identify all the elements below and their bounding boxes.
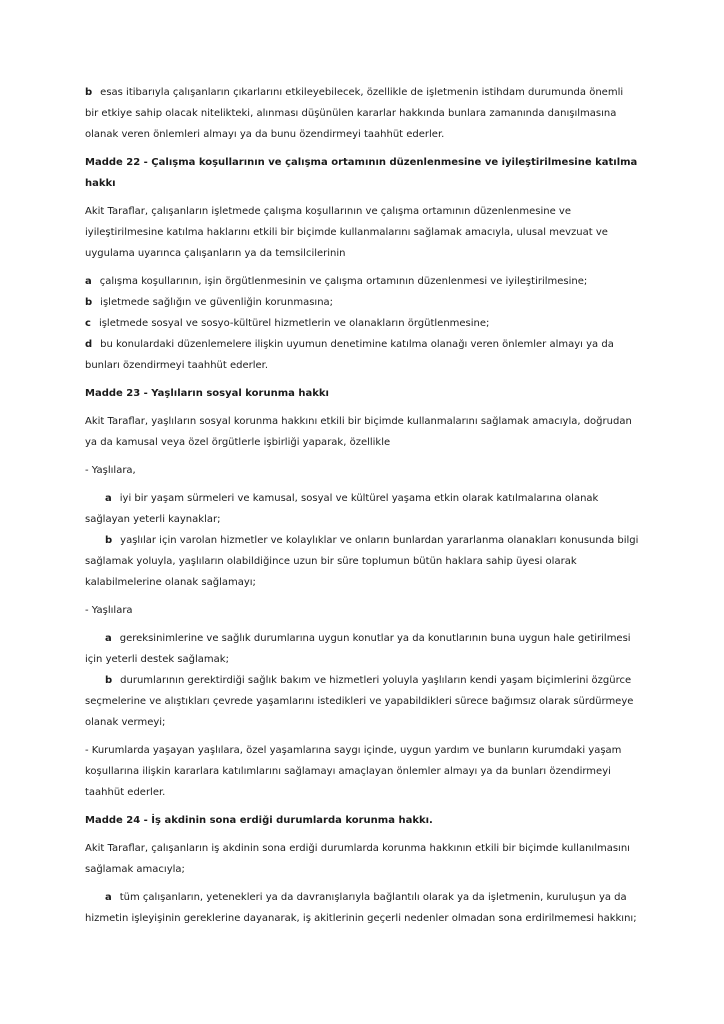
clause-letter-label: d	[85, 339, 93, 350]
clause-item	[85, 628, 639, 670]
clause-letter-label: b	[105, 535, 113, 546]
clause-text: durumlarının gerektirdiği sağlık bakım ve hizmetleri yoluyla yaşlıların kendi yaşam biçimlerini özgürce seçmelerine ve alıştıkları çevrede yaşamlarını istedikleri ve yapabildikleri sürece bağımsız olarak sürdürmeye olanak vermeyi;	[85, 675, 634, 728]
clause-item	[85, 313, 639, 334]
paragraph: Akit Taraflar, çalışanların iş akdinin sona erdiği durumlarda korunma hakkının etkili bir biçimde kullanılmasını sağlamak amacıyla;	[85, 843, 630, 875]
clause-item	[85, 887, 639, 929]
clause-item	[85, 670, 639, 733]
clause-item	[85, 488, 639, 530]
dash-paragraph: - Yaşlılara	[85, 605, 133, 616]
clause-text: gereksinimlerine ve sağlık durumlarına uygun konutlar ya da konutlarının buna uygun hale getirilmesi için yeterli destek sağlamak;	[85, 633, 631, 665]
clause-group	[85, 488, 639, 593]
clause-text: yaşlılar için varolan hizmetler ve kolaylıklar ve onların bunlardan yararlanma olanakları konusunda bilgi sağlamak yoluyla, yaşlıların olabildiğince uzun bir süre toplumun bütün haklara sahip üyesi olarak kalabilmelerine olanak sağlamayı;	[85, 535, 639, 588]
clause-group	[85, 887, 639, 929]
paragraph: Akit Taraflar, yaşlıların sosyal korunma hakkını etkili bir biçimde kullanmalarını sağlamak amacıyla, doğrudan ya da kamusal veya özel örgütlerle işbirliği yaparak, özellikle	[85, 416, 632, 448]
clause-letter-label: c	[85, 318, 91, 329]
article-heading: Madde 23 - Yaşlıların sosyal korunma hakkı	[85, 388, 329, 399]
dash-paragraph: - Kurumlarda yaşayan yaşlılara, özel yaşamlarına saygı içinde, uygun yardım ve bunların kurumdaki yaşam koşullarına ilişkin kararlara katılımlarını sağlamayı amaçlayan önlemler almayı ya da bunları özendirmeyi taahhüt ederler.	[85, 745, 622, 798]
clause-group	[85, 628, 639, 733]
clause-letter-label: b	[105, 675, 113, 686]
clause-item	[85, 82, 639, 145]
dash-paragraph: - Yaşlılara,	[85, 465, 136, 476]
paragraph: Akit Taraflar, çalışanların işletmede çalışma koşullarının ve çalışma ortamının düzenlenmesine ve iyileştirilmesine katılma haklarını etkili bir biçimde kullanmalarını sağlamak amacıyla, ulusal mevzuat ve uygulama uyarınca çalışanların ya da temsilcilerinin	[85, 206, 608, 259]
clause-letter-label: a	[105, 493, 112, 504]
clause-text: işletmede sosyal ve sosyo-kültürel hizmetlerin ve olanakların örgütlenmesine;	[98, 318, 490, 329]
article-heading: Madde 24 - İş akdinin sona erdiği durumlarda korunma hakkı.	[85, 815, 433, 826]
clause-item	[85, 271, 639, 292]
clause-text: esas itibarıyla çalışanların çıkarlarını etkileyebilecek, özellikle de işletmenin istihdam durumunda önemli bir etkiye sahip olacak nitelikteki, alınması düşünülen kararlar hakkında bunlara zamanında danışılmasına olanak veren önlemleri almayı ya da bunu özendirmeyi taahhüt ederler.	[85, 87, 624, 140]
clause-text: bu konulardaki düzenlemelere ilişkin uyumun denetimine katılma olanağı veren önlemler almayı ya da bunları özendirmeyi taahhüt ederler.	[85, 339, 614, 371]
clause-letter-label: b	[85, 297, 93, 308]
clause-group	[85, 82, 639, 145]
clause-group	[85, 271, 639, 376]
document-body	[85, 82, 639, 929]
clause-item	[85, 292, 639, 313]
clause-letter-label: a	[105, 892, 112, 903]
clause-letter-label: a	[85, 276, 92, 287]
article-heading: Madde 22 - Çalışma koşullarının ve çalışma ortamının düzenlenmesine ve iyileştirilmesine katılma hakkı	[85, 157, 638, 189]
clause-text: iyi bir yaşam sürmeleri ve kamusal, sosyal ve kültürel yaşama etkin olarak katılmalarına olanak sağlayan yeterli kaynaklar;	[85, 493, 599, 525]
clause-text: çalışma koşullarının, işin örgütlenmesinin ve çalışma ortamının düzenlenmesi ve iyileştirilmesine;	[99, 276, 588, 287]
clause-letter-label: a	[105, 633, 112, 644]
clause-text: tüm çalışanların, yetenekleri ya da davranışlarıyla bağlantılı olarak ya da işletmenin, kuruluşun ya da hizmetin işleyişinin gereklerine dayanarak, iş akitlerinin geçerli nedenler olmadan sona erdirilmemesi hakkını;	[85, 892, 637, 924]
clause-text: işletmede sağlığın ve güvenliğin korunmasına;	[100, 297, 334, 308]
clause-item	[85, 334, 639, 376]
clause-item	[85, 530, 639, 593]
clause-letter-label: b	[85, 87, 93, 98]
